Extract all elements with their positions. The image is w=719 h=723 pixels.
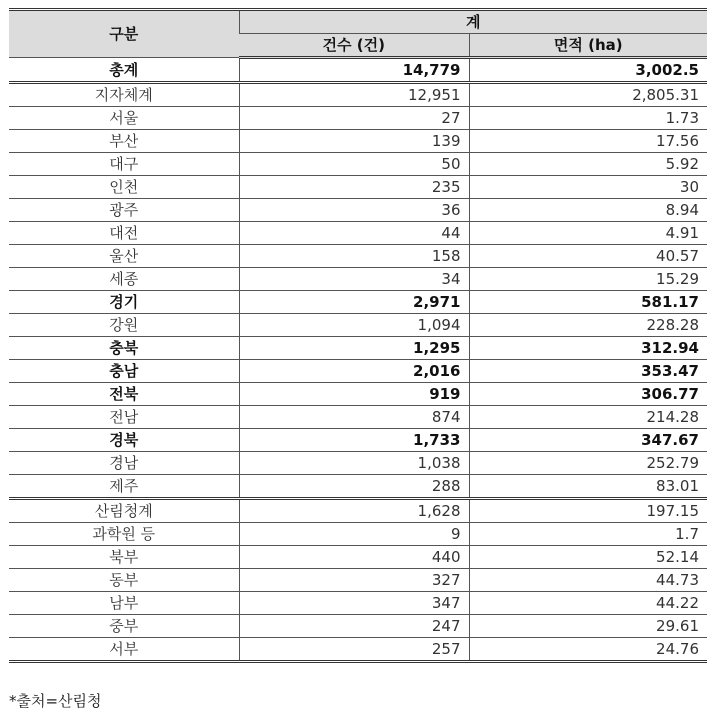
- header-count: 건수 (건): [239, 34, 469, 58]
- table-row: [9, 268, 707, 291]
- table-row: [9, 314, 707, 337]
- table-row: [9, 107, 707, 130]
- row-area: 3,002.5: [469, 58, 707, 83]
- row-area: 214.28: [469, 406, 707, 429]
- statistics-table: [9, 8, 707, 663]
- table-row: [9, 383, 707, 406]
- row-label: 전북: [9, 383, 239, 406]
- row-area: 347.67: [469, 429, 707, 452]
- row-count: 235: [239, 176, 469, 199]
- row-area: 44.73: [469, 569, 707, 592]
- row-label: 전남: [9, 406, 239, 429]
- table-row: [9, 291, 707, 314]
- table-row: [9, 199, 707, 222]
- source-footnote: *출처=산림청: [9, 692, 102, 710]
- table-row: [9, 452, 707, 475]
- row-label: 서울: [9, 107, 239, 130]
- table-row: [9, 176, 707, 199]
- row-count: 1,733: [239, 429, 469, 452]
- row-area: 306.77: [469, 383, 707, 406]
- table-row: [9, 222, 707, 245]
- row-area: 1.7: [469, 523, 707, 546]
- row-label: 충남: [9, 360, 239, 383]
- row-count: 36: [239, 199, 469, 222]
- row-label: 울산: [9, 245, 239, 268]
- table-row: [9, 83, 707, 107]
- row-count: 288: [239, 475, 469, 499]
- table-row: [9, 360, 707, 383]
- row-label: 경남: [9, 452, 239, 475]
- header-group-total: 계: [239, 10, 707, 34]
- row-count: 919: [239, 383, 469, 406]
- row-area: 40.57: [469, 245, 707, 268]
- row-area: 581.17: [469, 291, 707, 314]
- row-count: 50: [239, 153, 469, 176]
- row-area: 5.92: [469, 153, 707, 176]
- table-row: [9, 499, 707, 523]
- row-label: 대구: [9, 153, 239, 176]
- row-label: 남부: [9, 592, 239, 615]
- table-row: [9, 245, 707, 268]
- table-row: [9, 615, 707, 638]
- row-count: 1,628: [239, 499, 469, 523]
- row-count: 347: [239, 592, 469, 615]
- row-count: 139: [239, 130, 469, 153]
- row-count: 440: [239, 546, 469, 569]
- row-label: 부산: [9, 130, 239, 153]
- grand-total-row: [9, 58, 707, 83]
- row-area: 17.56: [469, 130, 707, 153]
- row-area: 4.91: [469, 222, 707, 245]
- table-row: [9, 546, 707, 569]
- row-label: 동부: [9, 569, 239, 592]
- row-label: 강원: [9, 314, 239, 337]
- row-count: 14,779: [239, 58, 469, 83]
- row-area: 8.94: [469, 199, 707, 222]
- row-area: 228.28: [469, 314, 707, 337]
- row-label: 중부: [9, 615, 239, 638]
- header-area: 면적 (ha): [469, 34, 707, 58]
- row-label: 대전: [9, 222, 239, 245]
- row-area: 52.14: [469, 546, 707, 569]
- row-area: 2,805.31: [469, 83, 707, 107]
- table-row: [9, 475, 707, 499]
- table-row: [9, 523, 707, 546]
- table-row: [9, 406, 707, 429]
- header-category: 구분: [9, 10, 239, 58]
- row-label: 산림청계: [9, 499, 239, 523]
- row-count: 257: [239, 638, 469, 662]
- row-count: 158: [239, 245, 469, 268]
- row-area: 312.94: [469, 337, 707, 360]
- row-area: 252.79: [469, 452, 707, 475]
- row-area: 197.15: [469, 499, 707, 523]
- row-label: 과학원 등: [9, 523, 239, 546]
- table-row: [9, 638, 707, 662]
- row-count: 44: [239, 222, 469, 245]
- row-count: 327: [239, 569, 469, 592]
- row-count: 1,038: [239, 452, 469, 475]
- table-row: [9, 130, 707, 153]
- row-label: 북부: [9, 546, 239, 569]
- row-area: 24.76: [469, 638, 707, 662]
- row-label: 세종: [9, 268, 239, 291]
- row-area: 1.73: [469, 107, 707, 130]
- table-row: [9, 337, 707, 360]
- row-count: 1,094: [239, 314, 469, 337]
- row-area: 83.01: [469, 475, 707, 499]
- row-count: 9: [239, 523, 469, 546]
- statistics-table-container: [9, 8, 707, 663]
- row-label: 인천: [9, 176, 239, 199]
- row-count: 34: [239, 268, 469, 291]
- row-label: 총계: [9, 58, 239, 83]
- row-area: 353.47: [469, 360, 707, 383]
- row-label: 제주: [9, 475, 239, 499]
- row-count: 2,971: [239, 291, 469, 314]
- row-area: 29.61: [469, 615, 707, 638]
- row-area: 44.22: [469, 592, 707, 615]
- row-label: 지자체계: [9, 83, 239, 107]
- table-row: [9, 569, 707, 592]
- row-label: 충북: [9, 337, 239, 360]
- row-label: 서부: [9, 638, 239, 662]
- row-label: 경북: [9, 429, 239, 452]
- table-row: [9, 153, 707, 176]
- row-label: 경기: [9, 291, 239, 314]
- row-count: 2,016: [239, 360, 469, 383]
- row-area: 15.29: [469, 268, 707, 291]
- row-count: 247: [239, 615, 469, 638]
- row-count: 874: [239, 406, 469, 429]
- table-row: [9, 429, 707, 452]
- row-count: 1,295: [239, 337, 469, 360]
- row-label: 광주: [9, 199, 239, 222]
- row-area: 30: [469, 176, 707, 199]
- row-count: 12,951: [239, 83, 469, 107]
- row-count: 27: [239, 107, 469, 130]
- table-row: [9, 592, 707, 615]
